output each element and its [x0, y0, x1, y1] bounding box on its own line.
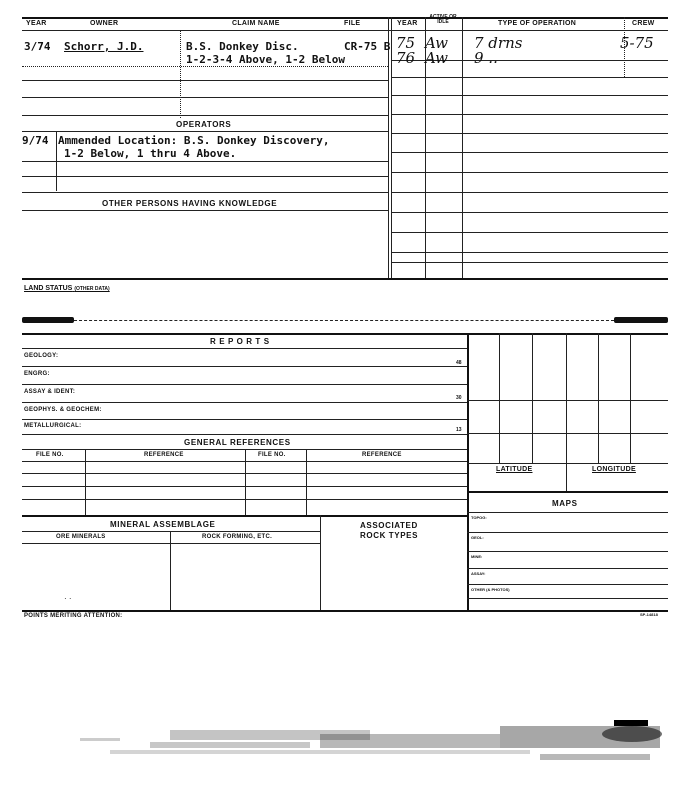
left-black-mark: [22, 317, 74, 323]
grid-col-3: [566, 333, 567, 491]
maps-topog: TOPOG:: [471, 515, 487, 520]
points-meriting-attention: POINTS MERITING ATTENTION:: [24, 613, 123, 619]
reports-title-rule: [22, 348, 468, 349]
maps-rule-5: [467, 598, 668, 599]
op-row-2-type: 9 ..: [474, 49, 498, 67]
right-rule-4: [391, 114, 668, 115]
mineral-header-rule: [22, 543, 320, 544]
right-rule-8: [391, 192, 668, 193]
genref-reference: REFERENCE: [144, 452, 184, 458]
claim-line-1: B.S. Donkey Disc.: [186, 40, 299, 53]
report-num-metallurgical: 13: [456, 427, 462, 433]
grid-rule-3: [467, 463, 668, 464]
right-rule-3: [391, 95, 668, 96]
genref-col-2: [245, 449, 246, 515]
header-type-of-operation: TYPE OF OPERATION: [498, 20, 577, 27]
scan-noise: [20, 720, 668, 780]
genref-file-no-2: FILE NO.: [258, 452, 286, 458]
mineral-col-1: [170, 531, 171, 610]
top-header-rule: [22, 17, 668, 19]
land-status-label: LAND STATUS: [24, 285, 73, 292]
maps-rule-3: [467, 568, 668, 569]
right-rule-10: [391, 232, 668, 233]
header-owner: OWNER: [90, 20, 119, 27]
mineral-title: MINERAL ASSEMBLAGE: [110, 520, 216, 529]
operators-line-2: 1-2 Below, 1 thru 4 Above.: [64, 147, 237, 160]
claim-line-2: 1-2-3-4 Above, 1-2 Below: [186, 53, 345, 66]
col-type: [462, 17, 463, 279]
right-rule-7: [391, 172, 668, 173]
header-year-2: YEAR: [397, 20, 418, 27]
report-row-engrg: ENGRG:: [24, 371, 50, 377]
header-year: YEAR: [26, 20, 47, 27]
main-divider-2: [391, 17, 392, 279]
operators-year: 9/74: [22, 134, 49, 147]
maps-title: MAPS: [552, 499, 578, 508]
other-persons-rule: [22, 210, 388, 211]
report-row-geology: GEOLOGY:: [24, 353, 59, 359]
coords-bottom-rule: [467, 491, 668, 493]
genref-col-1: [85, 449, 86, 515]
mineral-col-2: [320, 515, 321, 610]
operators-rule-4: [22, 192, 388, 193]
maps-rule-2: [467, 551, 668, 552]
report-rule-4: [22, 419, 468, 420]
reports-title: R E P O R T S: [210, 337, 270, 346]
op-row-1-year: 75: [396, 34, 416, 52]
file-number: CR-75 B: [344, 40, 391, 53]
report-rule-1: [22, 366, 468, 367]
op-row-1-status: Aw: [425, 34, 448, 52]
genref-reference-2: REFERENCE: [362, 452, 402, 458]
maps-assay: ASSAY:: [471, 571, 486, 576]
active-or-idle-text: ACTIVE OR IDLE: [429, 14, 457, 25]
maps-other: OTHER (& PHOTOS): [471, 587, 510, 592]
general-references-title: GENERAL REFERENCES: [184, 438, 291, 447]
scan-noise-svg: [20, 720, 668, 780]
op-row-2-status: Aw: [425, 49, 448, 67]
genref-col-3: [306, 449, 307, 515]
right-rule-9: [391, 212, 668, 213]
owner-rule-1: [22, 66, 388, 67]
associated-label: ASSOCIATED: [360, 521, 418, 530]
genref-bottom-rule: [22, 515, 468, 517]
right-rule-11: [391, 252, 668, 253]
grid-rule-1: [467, 400, 668, 401]
right-black-mark: [614, 317, 668, 323]
main-divider: [388, 17, 389, 279]
right-rule-12: [391, 262, 668, 263]
rock-types-label: ROCK TYPES: [360, 531, 419, 540]
owner-rule-3: [22, 97, 388, 98]
owner-rule-2: [22, 80, 388, 81]
mineral-title-rule: [22, 531, 320, 532]
stray-dots: · ·: [64, 594, 72, 603]
right-rule-6: [391, 152, 668, 153]
report-row-metallurgical: METALLURGICAL:: [24, 423, 82, 429]
grid-col-1: [499, 333, 500, 463]
rock-forming-label: ROCK FORMING, ETC.: [202, 534, 273, 540]
maps-mine: MINE:: [471, 554, 483, 559]
report-rule-3: [22, 402, 468, 403]
land-status-rule: [74, 320, 614, 321]
header-claim-name: CLAIM NAME: [232, 20, 280, 27]
ore-minerals-label: ORE MINERALS: [56, 534, 106, 540]
reports-top-rule: [22, 333, 668, 335]
operators-title: OPERATORS: [176, 120, 232, 129]
maps-rule-1: [467, 532, 668, 533]
longitude-label: LONGITUDE: [592, 466, 636, 473]
operators-rule-3: [22, 176, 388, 177]
report-num-geology: 48: [456, 360, 462, 366]
operators-rule: [22, 131, 388, 132]
report-row-assay: ASSAY & IDENT:: [24, 389, 76, 395]
left-bottom-rule: [22, 278, 668, 280]
header-crew: CREW: [632, 20, 655, 27]
owner-name: Schorr, J.D.: [64, 40, 144, 53]
mineral-bottom-rule: [22, 610, 668, 612]
report-rule-5: [22, 434, 468, 435]
owner-year: 3/74: [24, 40, 51, 53]
maps-title-rule: [467, 512, 668, 513]
land-status-title: [24, 285, 110, 292]
operators-line-1: Ammended Location: B.S. Donkey Discovery,: [58, 134, 330, 147]
op-row-1-crew: 5-75: [620, 34, 654, 52]
operators-rule-2: [22, 161, 388, 162]
other-persons-title: OTHER PERSONS HAVING KNOWLEDGE: [102, 199, 278, 208]
grid-col-4: [598, 333, 599, 463]
genref-file-no: FILE NO.: [36, 452, 64, 458]
owner-col-divider: [180, 30, 181, 118]
right-rule-5: [391, 133, 668, 134]
header-bottom-rule: [22, 30, 668, 31]
header-active-or-idle: [427, 15, 459, 25]
grid-col-2: [532, 333, 533, 463]
maps-rule-4: [467, 584, 668, 585]
report-rule-2: [22, 384, 468, 385]
maps-geol: GEOL:: [471, 535, 484, 540]
right-rule-2: [391, 77, 668, 78]
latitude-label: LATITUDE: [496, 466, 533, 473]
land-status-sub: (OTHER DATA): [74, 286, 110, 292]
header-file: FILE: [344, 20, 361, 27]
op-row-2-year: 76: [396, 49, 416, 67]
grid-rule-2: [467, 433, 668, 434]
op-row-1-type: 7 drns: [474, 34, 523, 52]
form-code: SP-14818: [640, 612, 658, 617]
owner-rule-4: [22, 115, 388, 116]
report-num-assay: 30: [456, 395, 462, 401]
grid-col-5: [630, 333, 631, 463]
report-row-geophys: GEOPHYS. & GEOCHEM:: [24, 407, 102, 413]
